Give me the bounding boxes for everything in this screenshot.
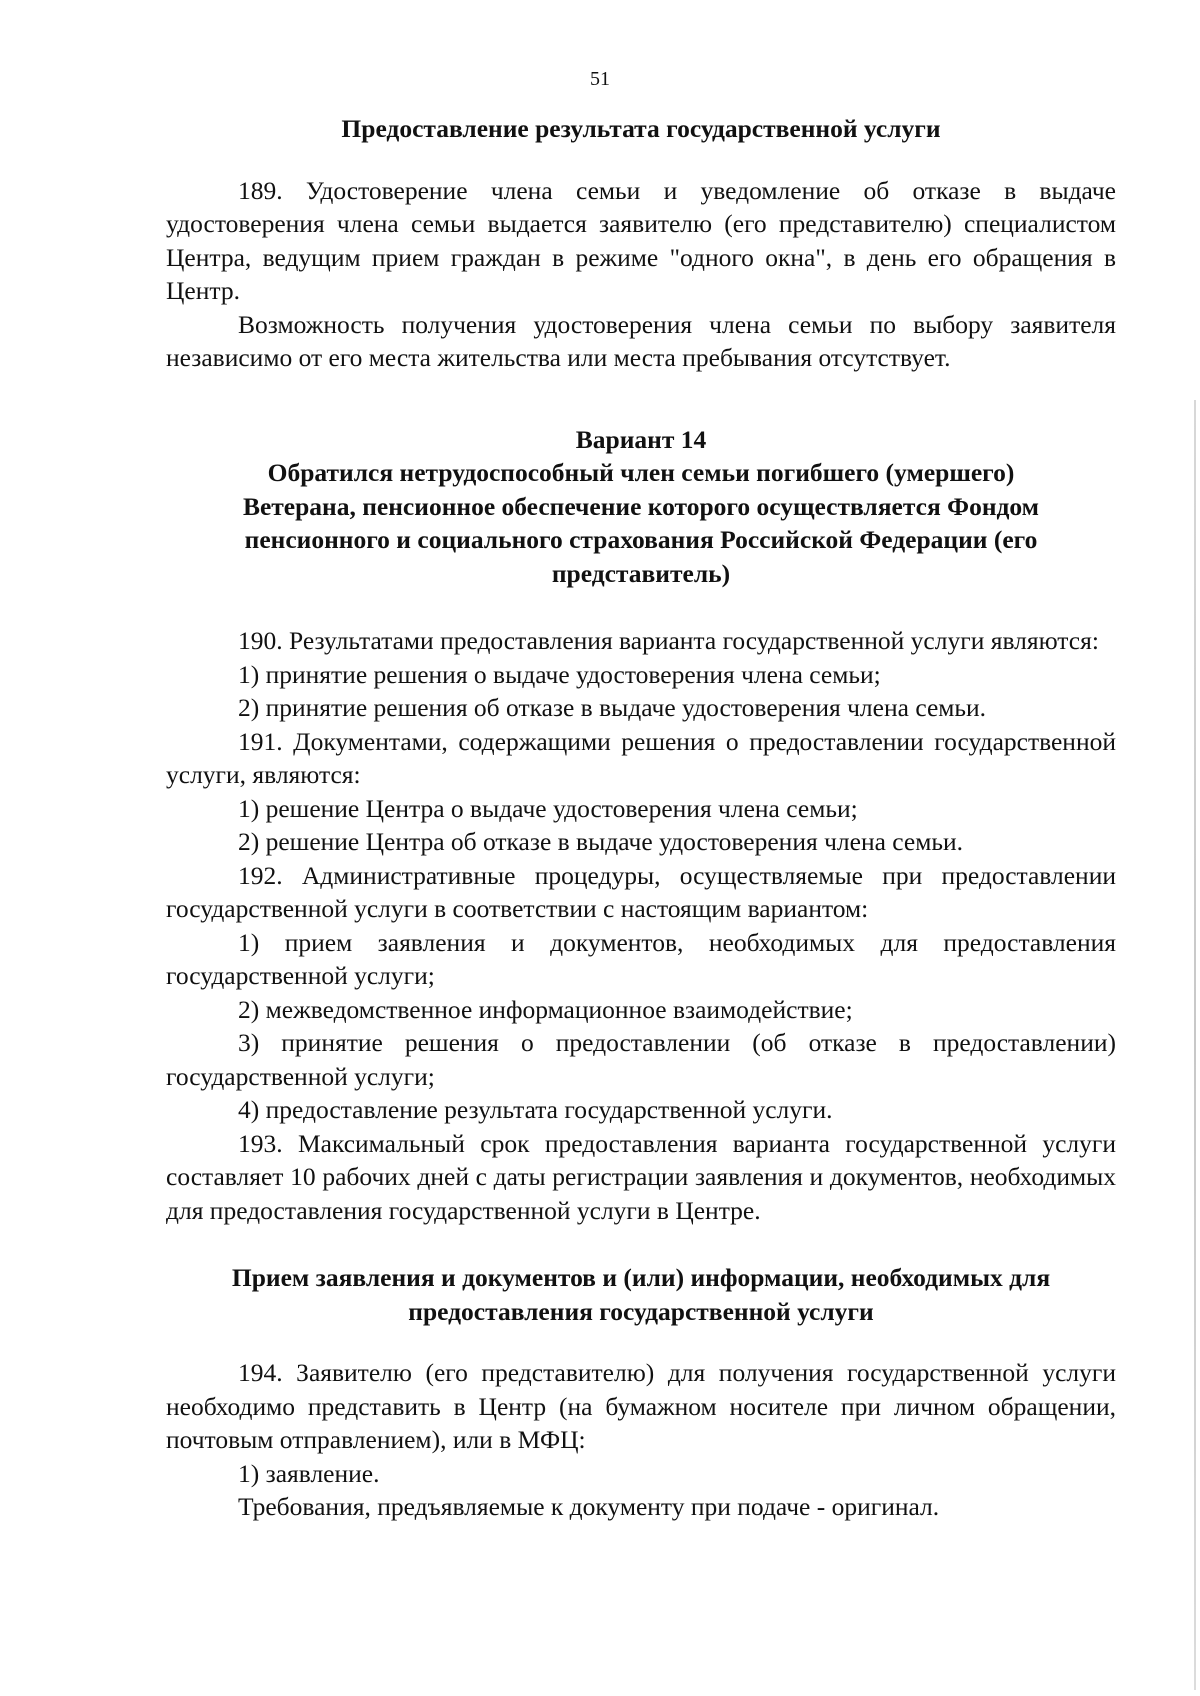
spacer — [166, 1328, 1116, 1356]
variant-subtitle-line-2: Ветерана, пенсионное обеспечение которого осуществляется Фондом — [242, 491, 1040, 521]
page-number: 51 — [590, 68, 610, 90]
paragraph-189: 189. Удостоверение члена семьи и уведомление об отказе в выдаче удостоверения члена семьи выдается заявителю (его представителю) специалистом Центра, ведущим прием граждан в режиме "одного окна", в день его обращения в Центр. — [166, 175, 1116, 305]
paragraph-194: 194. Заявителю (его представителю) для получения государственной услуги необходимо представить в Центр (на бумажном носителе при личном обращении, почтовым отправлением), или в МФЦ: — [166, 1358, 1116, 1454]
intake-heading-line-1: Прием заявления и документов и (или) информации, необходимых для — [231, 1263, 1051, 1292]
paragraph-190: 190. Результатами предоставления варианта государственной услуги являются: — [238, 626, 1099, 655]
page-content — [166, 112, 1116, 1524]
spacer — [166, 1227, 1116, 1261]
variant-subtitle-line-1: Обратился нетрудоспособный член семьи погибшего (умершего) — [267, 458, 1015, 487]
list-item: 2) принятие решения об отказе в выдаче удостоверения члена семьи. — [238, 693, 987, 722]
list-item: 1) заявление. — [238, 1458, 380, 1488]
list-item: 3) принятие решения о предоставлении (об отказе в предоставлении) государственной услуги; — [166, 1028, 1116, 1091]
list-item: 1) принятие решения о выдаче удостоверения члена семьи; — [238, 659, 881, 689]
spacer — [166, 590, 1116, 624]
paragraph-189-availability: Возможность получения удостоверения члена семьи по выбору заявителя независимо от его места жительства или места пребывания отсутствует. — [166, 309, 1116, 372]
variant-subtitle-line-3: пенсионного и социального страхования Российской Федерации (его — [244, 525, 1038, 554]
spacer — [166, 375, 1116, 423]
list-item: 4) предоставление результата государственной услуги. — [238, 1095, 833, 1124]
variant-subtitle-line-4: представитель) — [551, 558, 731, 588]
variant-title: Вариант 14 — [575, 424, 707, 454]
list-item: 2) межведомственное информационное взаимодействие; — [238, 994, 853, 1024]
result-heading: Предоставление результата государственной услуги — [341, 114, 941, 143]
paragraph-193: 193. Максимальный срок предоставления варианта государственной услуги составляет 10 рабочих дней с даты регистрации заявления и документов, необходимых для предоставления государственной услуги в Центре. — [166, 1128, 1116, 1225]
paragraph-194-requirements: Требования, предъявляемые к документу при подаче - оригинал. — [238, 1492, 940, 1521]
list-item: 1) прием заявления и документов, необходимых для предоставления государственной услуги; — [166, 927, 1116, 990]
list-item: 1) решение Центра о выдаче удостоверения члена семьи; — [238, 793, 858, 823]
intake-heading-line-2: предоставления государственной услуги — [408, 1296, 874, 1326]
paragraph-192: 192. Административные процедуры, осуществляемые при предоставлении государственной услуги в соответствии с настоящим вариантом: — [166, 860, 1116, 923]
paragraph-191: 191. Документами, содержащими решения о предоставлении государственной услуги, являются: — [166, 726, 1116, 789]
spacer — [166, 146, 1116, 174]
scan-edge-line — [1194, 400, 1196, 1690]
list-item: 2) решение Центра об отказе в выдаче удостоверения члена семьи. — [238, 827, 964, 856]
